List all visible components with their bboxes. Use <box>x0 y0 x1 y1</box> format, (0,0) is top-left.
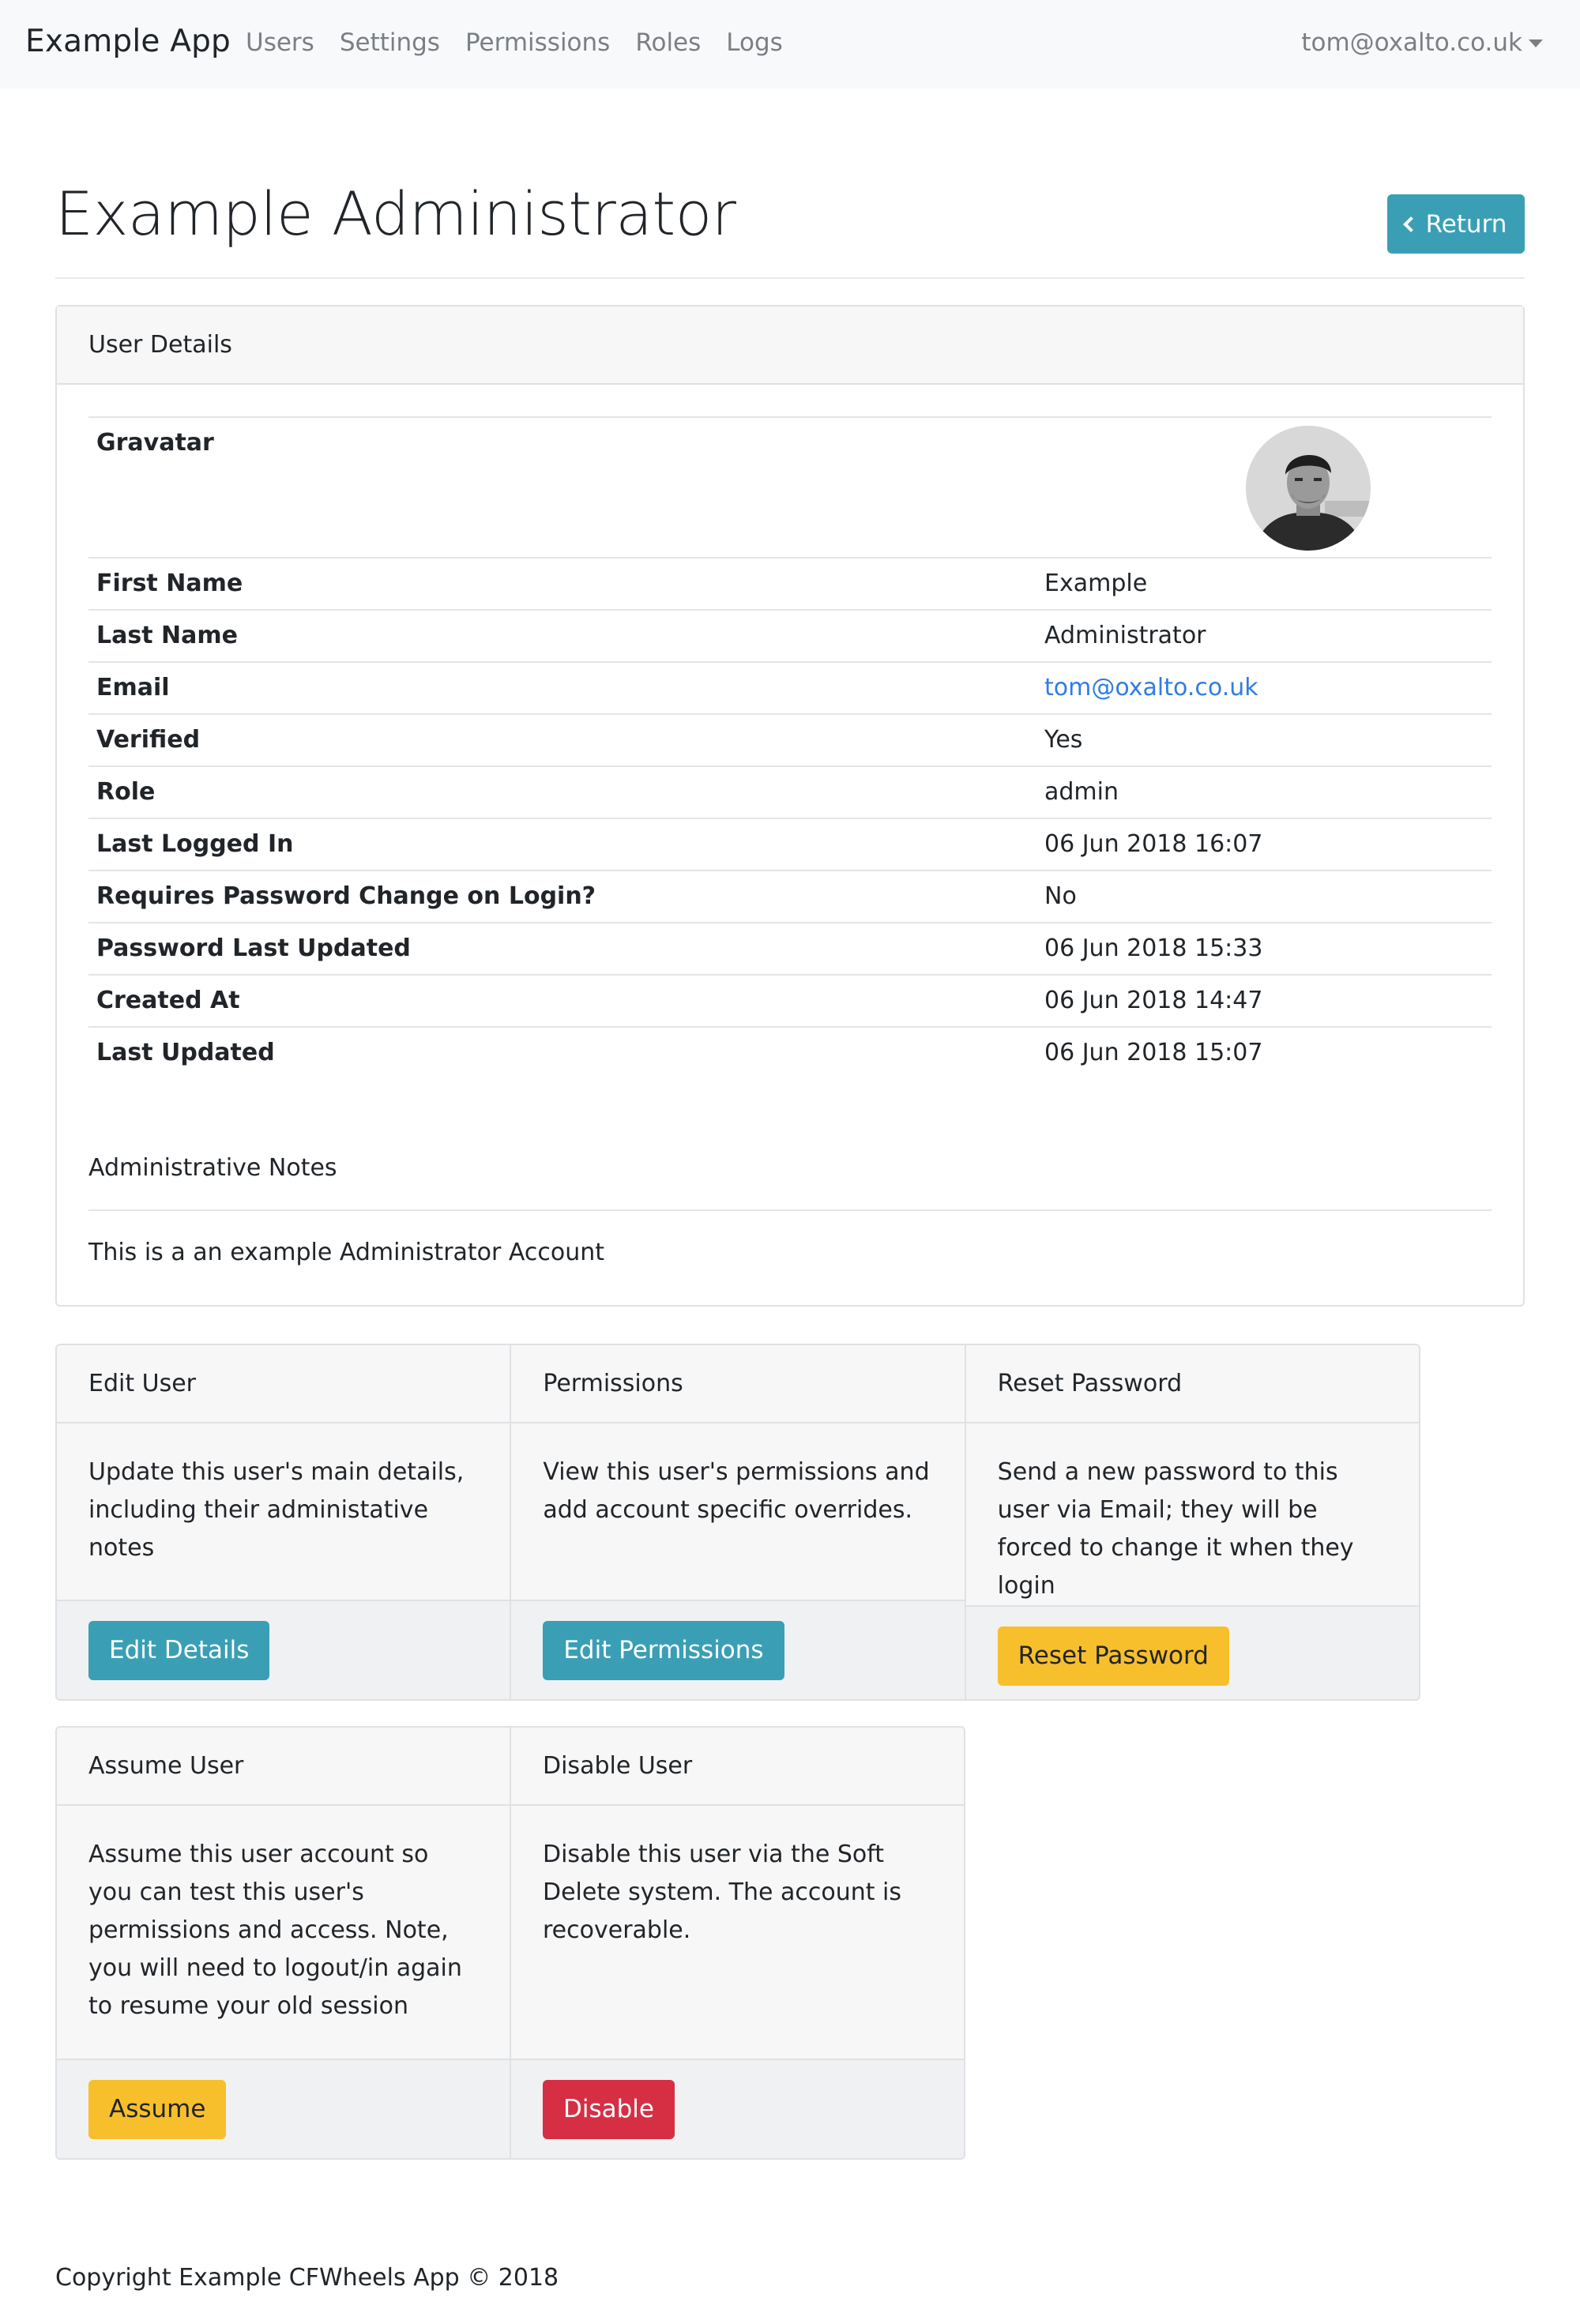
edit-details-button[interactable]: Edit Details <box>88 1621 269 1680</box>
card-text: Disable this user via the Soft Delete system. The account is recoverable. <box>511 1806 964 2059</box>
nav-link-logs[interactable]: Logs <box>726 28 783 57</box>
notes-heading: Administrative Notes <box>88 1154 337 1182</box>
field-label: Role <box>96 778 156 806</box>
card-title: Disable User <box>511 1728 964 1806</box>
field-label: Last Name <box>96 622 238 649</box>
assume-button[interactable]: Assume <box>88 2080 226 2139</box>
field-value: 06 Jun 2018 15:33 <box>1044 934 1263 962</box>
permissions-card <box>511 1345 965 1699</box>
field-label: First Name <box>96 570 243 597</box>
brand-link[interactable]: Example App <box>25 24 231 59</box>
nav-link-users[interactable]: Users <box>246 28 314 57</box>
table-row <box>88 922 1492 974</box>
action-card-group <box>55 1344 1420 1701</box>
reset-password-card <box>966 1345 1419 1699</box>
disable-button[interactable]: Disable <box>543 2080 675 2139</box>
table-row <box>88 609 1492 661</box>
card-title: Edit User <box>57 1345 510 1423</box>
card-text: Assume this user account so you can test this user's permissions and access. Note, you will need to logout/in again to resume your old session <box>57 1806 510 2059</box>
nav-link-permissions[interactable]: Permissions <box>465 28 611 57</box>
reset-password-button[interactable]: Reset Password <box>998 1626 1229 1686</box>
table-row-gravatar <box>88 416 1492 557</box>
field-label: Requires Password Change on Login? <box>96 882 596 910</box>
email-link[interactable]: tom@oxalto.co.uk <box>1044 674 1258 701</box>
card-text: Send a new password to this user via Email; they will be forced to change it when they login <box>966 1423 1419 1605</box>
avatar <box>1246 426 1371 551</box>
footer-copyright: Copyright Example CFWheels App © 2018 <box>55 2264 559 2292</box>
field-label: Last Updated <box>96 1039 275 1066</box>
assume-user-card <box>57 1728 511 2158</box>
card-footer <box>511 1600 964 1699</box>
action-card-group <box>55 1726 965 2160</box>
top-navbar <box>0 0 1580 88</box>
caret-down-icon <box>1529 39 1543 47</box>
card-text: Update this user's main details, including their administative notes <box>57 1423 510 1600</box>
card-footer <box>57 1600 510 1699</box>
table-row <box>88 713 1492 765</box>
notes-divider <box>88 1209 1492 1211</box>
field-value: Administrator <box>1044 622 1206 649</box>
table-row <box>88 557 1492 609</box>
gravatar-label: Gravatar <box>96 429 214 457</box>
nav-links <box>246 28 808 57</box>
return-button[interactable] <box>1387 194 1525 254</box>
user-menu-dropdown[interactable] <box>1301 28 1543 57</box>
field-value: Example <box>1044 570 1148 597</box>
field-value: 06 Jun 2018 16:07 <box>1044 830 1263 858</box>
card-title: Permissions <box>511 1345 964 1423</box>
nav-link-settings[interactable]: Settings <box>339 28 440 57</box>
field-value: No <box>1044 882 1077 910</box>
chevron-left-icon <box>1403 216 1419 232</box>
user-details-table <box>88 416 1492 1078</box>
field-label: Created At <box>96 987 240 1014</box>
field-label: Password Last Updated <box>96 934 411 962</box>
card-footer <box>966 1605 1419 1701</box>
table-row <box>88 1026 1492 1078</box>
card-title: Reset Password <box>966 1345 1419 1423</box>
table-row <box>88 765 1492 818</box>
table-row <box>88 974 1492 1026</box>
return-button-label: Return <box>1425 209 1507 239</box>
header-divider <box>55 277 1525 279</box>
user-details-header: User Details <box>57 306 1523 385</box>
field-label: Last Logged In <box>96 830 294 858</box>
table-row <box>88 661 1492 713</box>
disable-user-card <box>511 1728 964 2158</box>
field-label: Verified <box>96 726 201 754</box>
field-value: 06 Jun 2018 14:47 <box>1044 987 1263 1014</box>
field-value: Yes <box>1044 726 1083 754</box>
card-title: Assume User <box>57 1728 510 1806</box>
edit-permissions-button[interactable]: Edit Permissions <box>543 1621 784 1680</box>
notes-text: This is a an example Administrator Account <box>88 1239 605 1266</box>
table-row <box>88 818 1492 870</box>
table-row <box>88 870 1492 922</box>
card-footer <box>511 2059 964 2158</box>
field-value: admin <box>1044 778 1119 806</box>
card-footer <box>57 2059 510 2158</box>
field-label: Email <box>96 674 170 701</box>
nav-link-roles[interactable]: Roles <box>635 28 702 57</box>
user-details-card <box>55 305 1525 1307</box>
edit-user-card <box>57 1345 511 1699</box>
user-menu-email: tom@oxalto.co.uk <box>1301 28 1522 57</box>
field-value: 06 Jun 2018 15:07 <box>1044 1039 1263 1066</box>
page-title: Example Administrator <box>55 179 736 249</box>
card-text: View this user's permissions and add account specific overrides. <box>511 1423 964 1600</box>
